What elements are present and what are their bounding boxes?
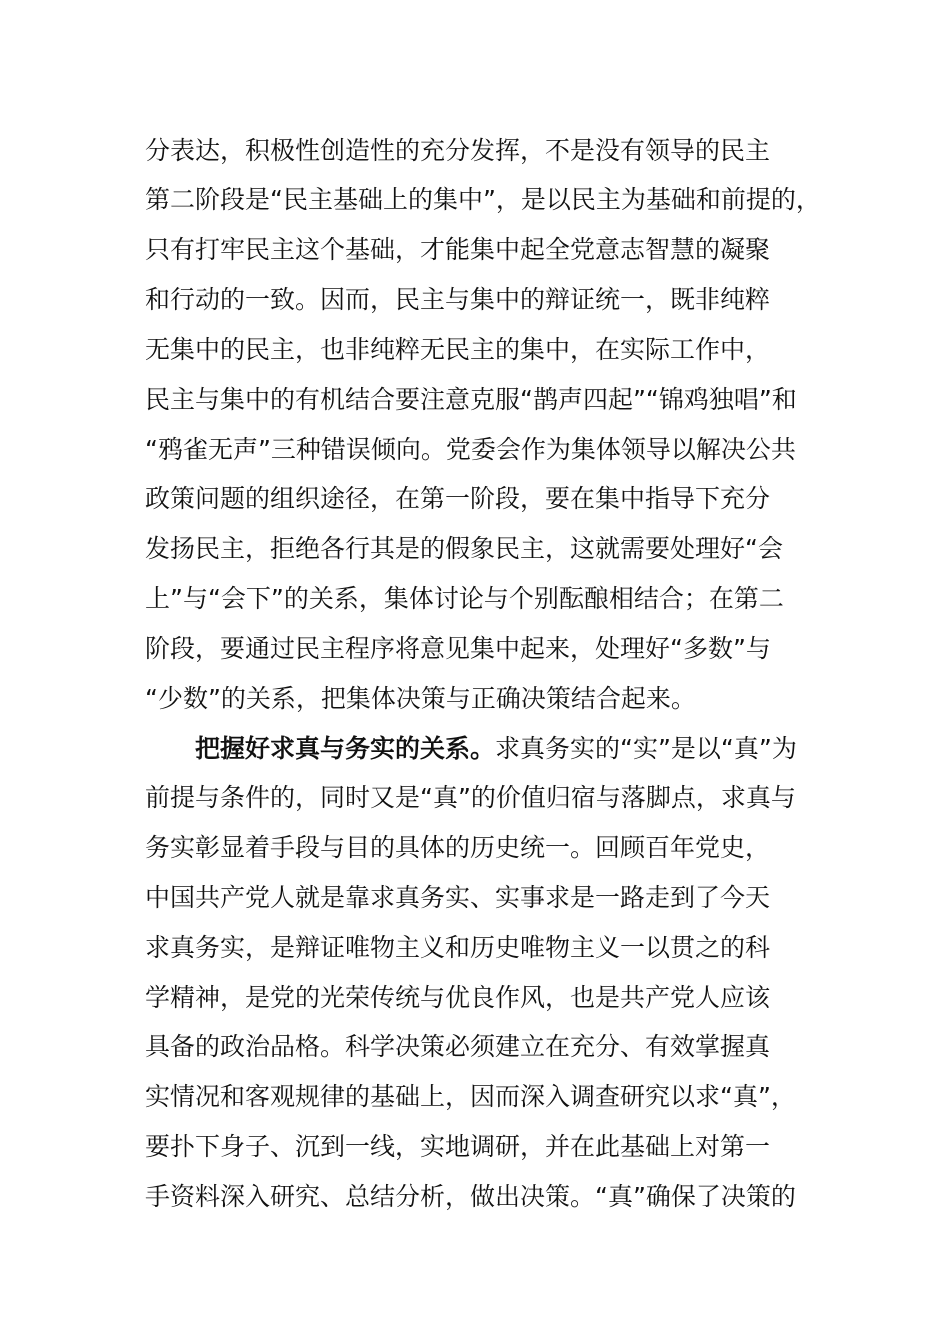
text-line: 民主与集中的有机结合要注意克服“鹊声四起”“锦鸡独唱”和 (145, 385, 797, 414)
text-line: 和行动的一致。因而，民主与集中的辩证统一，既非纯粹 (145, 285, 771, 314)
text-line: “少数”的关系，把集体决策与正确决策结合起来。 (145, 684, 696, 713)
text-line: 第二阶段是“民主基础上的集中”，是以民主为基础和前提的， (145, 185, 821, 214)
paragraph-first-line (195, 729, 797, 769)
text-line: 阶段，要通过民主程序将意见集中起来，处理好“多数”与 (145, 634, 771, 663)
text-line: 求真务实，是辩证唯物主义和历史唯物主义一以贯之的科 (145, 933, 771, 962)
text-line: 前提与条件的，同时又是“真”的价值归宿与落脚点，求真与 (145, 783, 796, 812)
text-line: 手资料深入研究、总结分析，做出决策。“真”确保了决策的 (145, 1182, 796, 1211)
text-line: 要扑下身子、沉到一线，实地调研，并在此基础上对第一 (145, 1132, 771, 1161)
paragraph-first-line-text: 求真务实的“实”是以“真”为 (495, 734, 797, 763)
text-line: 无集中的民主，也非纯粹无民主的集中，在实际工作中， (145, 335, 771, 364)
text-line: 只有打牢民主这个基础，才能集中起全党意志智慧的凝聚 (145, 235, 771, 264)
text-line: 学精神，是党的光荣传统与优良作风，也是共产党人应该 (145, 983, 771, 1012)
text-line: 上”与“会下”的关系，集体讨论与个别酝酿相结合；在第二 (145, 584, 784, 613)
text-line: “鸦雀无声”三种错误倾向。党委会作为集体领导以解决公共 (145, 435, 796, 464)
text-line: 务实彰显着手段与目的具体的历史统一。回顾百年党史， (145, 833, 771, 862)
paragraph-heading: 把握好求真与务实的关系。 (195, 734, 496, 763)
text-line: 分表达，积极性创造性的充分发挥，不是没有领导的民主 (145, 136, 771, 165)
text-line: 实情况和客观规律的基础上，因而深入调查研究以求“真”， (145, 1082, 796, 1111)
text-line: 中国共产党人就是靠求真务实、实事求是一路走到了今天 (145, 883, 771, 912)
text-line: 具备的政治品格。科学决策必须建立在充分、有效掌握真 (145, 1032, 771, 1061)
text-line: 政策问题的组织途径，在第一阶段，要在集中指导下充分 (145, 484, 771, 513)
text-line: 发扬民主，拒绝各行其是的假象民主，这就需要处理好“会 (145, 534, 783, 563)
